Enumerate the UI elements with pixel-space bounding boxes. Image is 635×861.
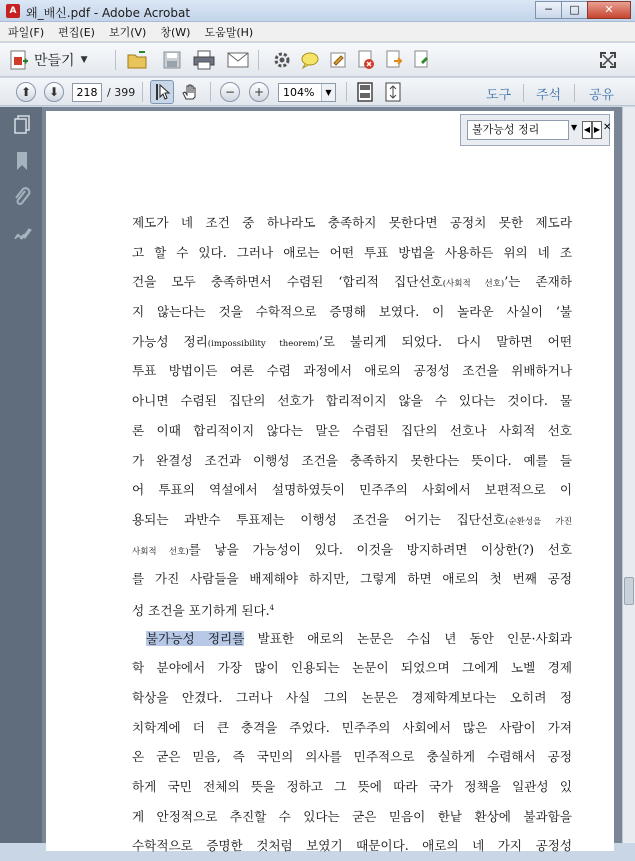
- toolbar-divider: [210, 82, 211, 102]
- settings-button[interactable]: [270, 48, 294, 72]
- page-body-text: [132, 208, 572, 861]
- expand-icon: [599, 51, 617, 69]
- save-icon: [163, 51, 181, 69]
- zoom-select[interactable]: [278, 83, 336, 102]
- comment-icon: [300, 51, 320, 69]
- cursor-icon: [155, 83, 169, 101]
- find-previous-button[interactable]: [582, 121, 592, 139]
- create-button[interactable]: [8, 48, 88, 72]
- tab-comments[interactable]: 주석: [536, 88, 562, 103]
- print-icon: [193, 50, 215, 70]
- menu-file[interactable]: 파일(F): [8, 25, 45, 39]
- open-button[interactable]: [126, 48, 150, 72]
- bookmark-icon[interactable]: [13, 151, 31, 171]
- previous-page-button[interactable]: [16, 82, 36, 102]
- maximize-button[interactable]: □: [561, 1, 588, 19]
- window-title: 왜_배신.pdf - Adobe Acrobat: [26, 6, 191, 20]
- open-icon: [127, 50, 149, 70]
- title-bar: [0, 0, 635, 22]
- menu-help[interactable]: 도움말(H): [204, 25, 254, 39]
- text-line: 제도가 네 조건 중 하나라도 충족하지 못한다면 공정치 못한 제도라: [132, 215, 572, 230]
- menu-bar: [0, 22, 635, 42]
- minus-icon: −: [224, 85, 236, 99]
- export-button[interactable]: [382, 48, 406, 72]
- main-toolbar: [0, 43, 635, 77]
- text-line: 고 할 수 있다. 그러나 애로는 어떤 투표 방법을 사용하든 위의 네 조: [132, 244, 572, 260]
- footnote-marker[interactable]: 4: [269, 603, 275, 612]
- minimize-button[interactable]: ─: [535, 1, 562, 19]
- tab-share[interactable]: 공유: [589, 88, 615, 103]
- email-icon: [227, 52, 249, 68]
- text-line: 지 않는다는 것을 수학적으로 증명해 보였다. 이 놀라운 사실이 ‘불: [132, 304, 572, 320]
- text-line: 학 분야에서 가장 많이 인용되는 논문이 되었으며 그에게 노벨 경제: [132, 660, 572, 676]
- email-button[interactable]: [226, 48, 250, 72]
- navigation-pane: [0, 107, 42, 843]
- plus-icon: +: [253, 85, 265, 99]
- close-icon[interactable]: ✕: [603, 122, 612, 133]
- find-toolbar: [460, 114, 610, 146]
- next-page-button[interactable]: [44, 82, 64, 102]
- fullscreen-button[interactable]: [596, 48, 620, 72]
- create-pdf-icon: [8, 49, 30, 71]
- arrow-left-icon: ◀: [583, 125, 591, 134]
- print-button[interactable]: [192, 48, 216, 72]
- signature-icon[interactable]: [13, 223, 31, 243]
- find-next-button[interactable]: [592, 121, 602, 139]
- acrobat-app-icon: A: [6, 4, 20, 18]
- text-line: 가 완결성 조건과 이행성 조건을 충족하지 못한다는 뜻이다. 예를 들: [132, 452, 572, 468]
- text-line: 불가능성 정리를 발표한 애로의 논문은 수십 년 동안 인문·사회과: [146, 630, 572, 646]
- text-line: 용되는 과반수 투표제는 이행성 조건을 어기는 집단선호(순환성을 가진: [132, 511, 572, 527]
- export-icon: [385, 50, 403, 70]
- arrow-down-icon: ⬇: [48, 85, 60, 99]
- create-label: 만들기: [34, 53, 75, 69]
- vertical-scrollbar[interactable]: [622, 107, 635, 843]
- edit-icon: [329, 51, 347, 69]
- toolbar-divider: [142, 82, 143, 102]
- select-tool-button[interactable]: [150, 80, 174, 104]
- toolbar-divider: [346, 82, 347, 102]
- hand-icon: [181, 83, 199, 101]
- text-line: 학상을 안겼다. 그러나 사실 그의 논문은 경제학계보다는 오히려 정: [132, 690, 572, 705]
- find-input[interactable]: 불가능성 정리: [467, 120, 569, 140]
- close-button[interactable]: ✕: [587, 1, 631, 19]
- text-line: 어 투표의 역설에서 설명하였듯이 민주주의 사회에서 보편적으로 이: [132, 482, 572, 498]
- fit-page-button[interactable]: [353, 80, 377, 104]
- chevron-down-icon: ▼: [80, 55, 88, 65]
- text-line: 를 가진 사람들을 배제해야 하지만, 그렇게 하면 애로의 첫 번째 공정: [132, 571, 572, 587]
- hand-tool-button[interactable]: [178, 80, 202, 104]
- text-line: 아니면 수렴된 집단의 선호가 합리적이지 않을 수 있다는 것이다. 물: [132, 393, 572, 409]
- arrow-right-icon: ▶: [593, 125, 601, 134]
- chevron-down-icon[interactable]: ▼: [571, 123, 578, 132]
- delete-page-button[interactable]: [354, 48, 378, 72]
- tab-tools[interactable]: 도구: [486, 88, 512, 103]
- scrollbar-thumb[interactable]: [624, 577, 634, 605]
- toolbar-divider: [258, 50, 259, 70]
- navigation-toolbar: [0, 78, 635, 106]
- chevron-down-icon: ▼: [321, 84, 335, 101]
- tab-divider: [574, 84, 575, 102]
- window-controls: [536, 1, 631, 19]
- text-line: 투표 방법이든 여론 수렴 과정에서 애로의 공정성 조건을 위배하거나: [132, 363, 572, 379]
- zoom-in-button[interactable]: [249, 82, 269, 102]
- pdf-page: [46, 111, 614, 854]
- menu-window[interactable]: 창(W): [160, 25, 191, 39]
- page-thumbnails-icon[interactable]: [13, 115, 31, 135]
- document-viewport[interactable]: [42, 107, 622, 854]
- delete-page-icon: [357, 50, 375, 70]
- fit-page-icon: [356, 82, 374, 102]
- zoom-out-button[interactable]: [220, 82, 240, 102]
- menu-view[interactable]: 보기(V): [108, 25, 147, 39]
- text-line: 가능성 정리(impossibility theorem)’로 불리게 되었다. 다시 말하면 어떤: [132, 333, 572, 349]
- save-button[interactable]: [160, 48, 184, 72]
- zoom-value: 104%: [283, 86, 315, 99]
- arrow-up-icon: ⬆: [20, 85, 32, 99]
- text-line: 건을 모두 충족하면서 수렴된 ‘합리적 집단선호(사회적 선호)’는 존재하: [132, 274, 572, 290]
- menu-edit[interactable]: 편집(E): [58, 25, 95, 39]
- edit-text-button[interactable]: [326, 48, 350, 72]
- text-line: 하게 국민 전체의 뜻을 정하고 그 뜻에 따라 국가 정책을 일관성 있: [132, 779, 572, 795]
- gear-icon: [273, 51, 291, 69]
- text-line: 론 이때 합리적이지 않다는 말은 수렴된 집단의 선호나 사회적 선호: [132, 422, 572, 438]
- text-line: 온 굳은 믿음, 즉 국민의 의사를 민주적으로 충실하게 수렴해서 공정: [132, 749, 572, 765]
- scroll-mode-icon: [384, 82, 402, 102]
- text-line: 치학계에 더 큰 충격을 주었다. 민주주의 사회에서 많은 사람이 가져: [132, 719, 572, 735]
- tab-divider: [523, 84, 524, 102]
- comment-button[interactable]: [298, 48, 322, 72]
- sign-button[interactable]: [410, 48, 434, 72]
- text-line: 게 안정적으로 추진할 수 있다는 굳은 믿음이 한낱 환상에 불과함을: [132, 808, 572, 824]
- sign-icon: [413, 50, 431, 70]
- text-line: 수학적으로 증명한 것처럼 보였기 때문이다. 애로의 네 가지 공정성: [132, 838, 572, 854]
- scroll-mode-button[interactable]: [381, 80, 405, 104]
- attachment-icon[interactable]: [13, 187, 31, 207]
- text-line: 사회적 선호)를 낳을 가능성이 있다. 이것을 방지하려면 이상한(?) 선호: [132, 541, 573, 557]
- text-line: 성 조건을 포기하게 된다.$^4$: [132, 603, 275, 619]
- page-number-input[interactable]: 218: [72, 83, 102, 102]
- page-total: / 399: [107, 86, 136, 99]
- toolbar-divider: [115, 50, 116, 70]
- search-highlight: 불가능성 정리를: [146, 630, 245, 646]
